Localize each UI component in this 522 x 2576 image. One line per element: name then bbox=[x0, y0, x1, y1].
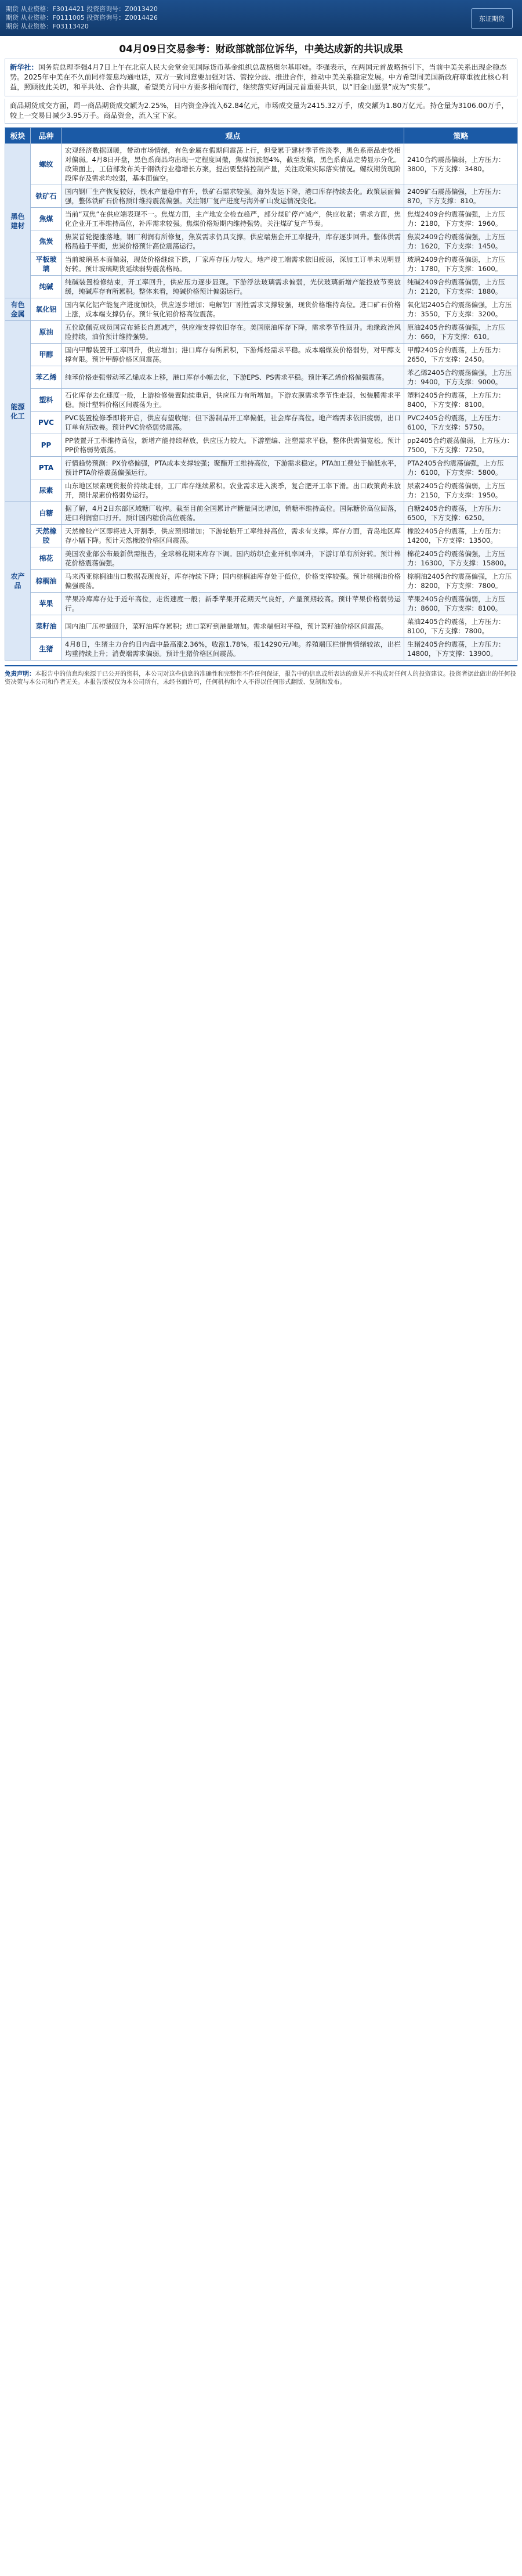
view-cell: 国内油厂压榨量回升，菜籽油库存累积；进口菜籽到港量增加。需求端相对平稳，预计菜籽油价格区间震荡。 bbox=[62, 615, 404, 638]
header-variety: 品种 bbox=[31, 128, 62, 144]
disclaimer-title: 免责声明： bbox=[5, 670, 35, 677]
table-row bbox=[5, 638, 518, 661]
strategy-cell: 塑料2405合约震荡，上方压力：8400，下方支撑：8100。 bbox=[404, 389, 518, 412]
strategy-cell: 白糖2405合约震荡，上方压力：6500，下方支撑：6250。 bbox=[404, 502, 518, 525]
table-row bbox=[5, 525, 518, 547]
header-sector: 板块 bbox=[5, 128, 31, 144]
analyst-credentials bbox=[6, 5, 158, 31]
table-row bbox=[5, 547, 518, 570]
variety-cell: 菜籽油 bbox=[31, 615, 62, 638]
view-cell: 纯苯价格走强带动苯乙烯成本上移，港口库存小幅去化，下游EPS、PS需求平稳。预计苯乙烯价格偏强震荡。 bbox=[62, 366, 404, 389]
view-cell: 国内氧化铝产能复产进度加快，供应逐步增加；电解铝厂刚性需求支撑较强，现货价格维持高位。进口矿石价格上涨，成本端支撑仍存。预计氧化铝价格高位震荡。 bbox=[62, 298, 404, 321]
table-row bbox=[5, 208, 518, 230]
view-cell: 五位欧佩克成员国宣布延长自愿减产，供应端支撑依旧存在。美国原油库存下降，需求季节性回升。地缘政治风险持续，油价预计维持强势。 bbox=[62, 321, 404, 344]
table-row bbox=[5, 366, 518, 389]
sector-cell: 黑色建材 bbox=[5, 144, 31, 298]
view-cell: PP装置开工率维持高位，新增产能持续释放，供应压力较大。下游塑编、注塑需求平稳，整体供需偏宽松。预计PP价格弱势震荡。 bbox=[62, 434, 404, 457]
variety-cell: PVC bbox=[31, 412, 62, 434]
view-cell: 石化库存去化速度一般，上游检修装置陆续重启，供应压力有所增加。下游农膜需求季节性走弱，包装膜需求平稳。预计塑料价格区间震荡为主。 bbox=[62, 389, 404, 412]
header-strategy: 策略 bbox=[404, 128, 518, 144]
strategy-cell: 原油2405合约震荡偏强，上方压力：660，下方支撑：610。 bbox=[404, 321, 518, 344]
view-cell: 4月8日，生猪主力合约日内盘中最高涨2.36%，收涨1.78%，报14290元/吨。养殖端压栏惜售情绪较浓，出栏均重持续上升；消费端需求偏弱。预计生猪价格区间震荡。 bbox=[62, 638, 404, 661]
sector-cell: 能源化工 bbox=[5, 321, 31, 502]
variety-cell: 白糖 bbox=[31, 502, 62, 525]
view-cell: 据了解，4月2日东部区域糖厂收榨。截至目前全国累计产糖量同比增加，销糖率维持高位。国际糖价高位回落，进口利润窗口打开。预计国内糖价高位震荡。 bbox=[62, 502, 404, 525]
table-row bbox=[5, 185, 518, 208]
variety-cell: 平板玻璃 bbox=[31, 253, 62, 276]
strategy-cell: 生猪2405合约震荡，上方压力：14800，下方支撑：13900。 bbox=[404, 638, 518, 661]
table-row bbox=[5, 144, 518, 185]
company-logo: 东证期货 bbox=[471, 8, 513, 29]
credential-line: 期货 从业资格：F0111005 投资咨询号：Z0014426 bbox=[6, 14, 158, 21]
strategy-cell: pp2405合约震荡偏弱，上方压力：7500，下方支撑：7250。 bbox=[404, 434, 518, 457]
variety-cell: 铁矿石 bbox=[31, 185, 62, 208]
variety-cell: 氧化铝 bbox=[31, 298, 62, 321]
variety-cell: 原油 bbox=[31, 321, 62, 344]
variety-cell: 焦煤 bbox=[31, 208, 62, 230]
strategy-cell: 棉花2405合约震荡偏强，上方压力：16300，下方支撑：15800。 bbox=[404, 547, 518, 570]
header-view: 观点 bbox=[62, 128, 404, 144]
strategy-cell: 2410合约震荡偏弱，上方压力：3800，下方支撑：3480。 bbox=[404, 144, 518, 185]
intro-label: 新华社： bbox=[10, 63, 38, 71]
view-cell: 美国农业部公布最新供需报告，全球棉花期末库存下调。国内纺织企业开机率回升，下游订单有所好转。预计棉花价格震荡偏强。 bbox=[62, 547, 404, 570]
table-header-row bbox=[5, 128, 518, 144]
variety-cell: 棕榈油 bbox=[31, 570, 62, 593]
view-cell: 国内甲醇装置开工率回升，供应增加；港口库存有所累积，下游烯烃需求平稳。成本端煤炭价格弱势，对甲醇支撑有限。预计甲醇价格区间震荡。 bbox=[62, 344, 404, 366]
table-row bbox=[5, 502, 518, 525]
view-cell: 行情趋势预测：PX价格偏强，PTA成本支撑较强；聚酯开工维持高位，下游需求稳定。PTA加工费处于偏低水平，预计PTA价格震荡偏强运行。 bbox=[62, 457, 404, 479]
view-cell: 马来西亚棕榈油出口数据表现良好，库存持续下降；国内棕榈油库存处于低位，价格支撑较强。预计棕榈油价格偏强震荡。 bbox=[62, 570, 404, 593]
table-row bbox=[5, 389, 518, 412]
table-row bbox=[5, 298, 518, 321]
strategy-cell: 棕榈油2405合约震荡偏强，上方压力：8200，下方支撑：7800。 bbox=[404, 570, 518, 593]
table-row bbox=[5, 276, 518, 298]
strategy-cell: 纯碱2409合约震荡偏弱，上方压力：2120，下方支撑：1880。 bbox=[404, 276, 518, 298]
table-row bbox=[5, 344, 518, 366]
variety-cell: 塑料 bbox=[31, 389, 62, 412]
disclaimer bbox=[5, 665, 517, 686]
variety-cell: PP bbox=[31, 434, 62, 457]
table-row bbox=[5, 479, 518, 502]
strategy-cell: 苹果2405合约震荡偏弱，上方压力：8600，下方支撑：8100。 bbox=[404, 593, 518, 615]
variety-cell: 苹果 bbox=[31, 593, 62, 615]
strategy-cell: 苯乙烯2405合约震荡偏强，上方压力：9400，下方支撑：9000。 bbox=[404, 366, 518, 389]
strategy-cell: PTA2405合约震荡偏强，上方压力：6100，下方支撑：5800。 bbox=[404, 457, 518, 479]
strategy-cell: 尿素2405合约震荡偏弱，上方压力：2150，下方支撑：1950。 bbox=[404, 479, 518, 502]
table-body bbox=[5, 144, 518, 661]
view-cell: PVC装置检修季即将开启，供应有望收缩；但下游制品开工率偏低，社会库存高位。地产端需求依旧疲弱，出口订单有所改善。预计PVC价格弱势震荡。 bbox=[62, 412, 404, 434]
news-intro bbox=[5, 59, 517, 96]
strategy-cell: 橡胶2405合约震荡，上方压力：14200，下方支撑：13500。 bbox=[404, 525, 518, 547]
credential-line: 期货 从业资格：F03113420 bbox=[6, 23, 89, 30]
view-cell: 纯碱装置检修结束，开工率回升，供应压力逐步显现。下游浮法玻璃需求偏弱，光伏玻璃新增产能投放节奏放缓，纯碱库存有所累积。整体来看，纯碱价格预计偏弱运行。 bbox=[62, 276, 404, 298]
variety-cell: PTA bbox=[31, 457, 62, 479]
table-row bbox=[5, 412, 518, 434]
view-cell: 焦炭首轮提涨落地，钢厂利润有所修复，焦炭需求仍具支撑。供应端焦企开工率提升，库存逐步回升。整体供需格局趋于平衡，焦炭价格预计高位震荡运行。 bbox=[62, 230, 404, 253]
credential-line: 期货 从业资格：F3014421 投资咨询号：Z0013420 bbox=[6, 5, 158, 13]
intro-text: 国务院总理李强4月7日上午在北京人民大会堂会见国际货币基金组织总裁格奥尔基耶娃。李强表示，在两国元首战略指引下，当前中美关系出现企稳态势。2025年中美在不久前同样签息均通电话，双方一致同意要加强对话、管控分歧、推进合作，推动中美关系稳定发展。中方希望同美国新政府尊重彼此核心利益，照顾彼此关切，和平共处、合作共赢，希望美方同中方要多相向而行，继续落实好两国元首重要共识，以“旧金山愿景”成为“实景”。 bbox=[10, 63, 509, 91]
view-cell: 当前“双焦”在供应端表现不一。焦煤方面，主产地安全检查趋严，部分煤矿停产减产，供应收紧；需求方面，焦化企业开工率维持高位，补库需求较强。焦煤价格短期内维持强势。关注煤矿复产节奏。 bbox=[62, 208, 404, 230]
sector-cell: 有色金属 bbox=[5, 298, 31, 321]
variety-cell: 棉花 bbox=[31, 547, 62, 570]
table-row bbox=[5, 570, 518, 593]
disclaimer-text: 本报告中的信息均来源于已公开的资料，本公司对这些信息的准确性和完整性不作任何保证，报告中的信息或所表达的意见并不构成对任何人的投资建议。投资者据此做出的任何投资决策与本公司和作者无关。本报告版权仅为本公司所有，未经书面许可，任何机构和个人不得以任何形式翻版、复制和发布。 bbox=[5, 670, 516, 686]
strategy-cell: 焦炭2409合约震荡偏强，上方压力：1620，下方支撑：1450。 bbox=[404, 230, 518, 253]
strategy-cell: 玻璃2409合约震荡偏弱，上方压力：1780，下方支撑：1600。 bbox=[404, 253, 518, 276]
sector-cell: 农产品 bbox=[5, 502, 31, 661]
table-row bbox=[5, 593, 518, 615]
view-cell: 宏观经济数据回暖，带动市场情绪，有色金属在假期间震荡上行，但受累于建材季节性淡季，黑色系商品走势相对偏弱。4月8日开盘，黑色系商品均出现一定程度回撤，焦煤领跌超4%，截至发稿，黑色系商品走势显示分化。政策面上，工信部发布关于钢铁行业稳增长方案，提出要坚持控制产量，关注政策实际落实情况。螺纹期货现阶段库存及需求均较弱，基本面偏空。 bbox=[62, 144, 404, 185]
view-cell: 天然橡胶产区即将进入开割季，供应预期增加；下游轮胎开工率维持高位，需求有支撑。库存方面，青岛地区库存小幅下降。预计天然橡胶价格区间震荡。 bbox=[62, 525, 404, 547]
view-cell: 苹果冷库库存处于近年高位，走货速度一般；新季苹果开花期天气良好，产量预期较高。预计苹果价格弱势运行。 bbox=[62, 593, 404, 615]
variety-cell: 甲醇 bbox=[31, 344, 62, 366]
view-cell: 山东地区尿素现货报价持续走弱，工厂库存继续累积。农业需求进入淡季，复合肥开工率下滑。出口政策尚未放开，预计尿素价格弱势运行。 bbox=[62, 479, 404, 502]
strategy-cell: 甲醇2405合约震荡，上方压力：2650，下方支撑：2450。 bbox=[404, 344, 518, 366]
view-cell: 国内钢厂生产恢复较好，铁水产量稳中有升，铁矿石需求较强。海外发运下降，港口库存持续去化。政策层面偏强，整体铁矿石价格预计维持震荡偏强。关注钢厂复产进度与海外矿山发运情况变化。 bbox=[62, 185, 404, 208]
variety-cell: 尿素 bbox=[31, 479, 62, 502]
strategy-cell: 氧化铝2405合约震荡偏强，上方压力：3550，下方支撑：3200。 bbox=[404, 298, 518, 321]
table-row bbox=[5, 321, 518, 344]
table-row bbox=[5, 253, 518, 276]
strategy-cell: PVC2405合约震荡，上方压力：6100，下方支撑：5750。 bbox=[404, 412, 518, 434]
variety-cell: 天然橡胶 bbox=[31, 525, 62, 547]
strategy-cell: 焦煤2409合约震荡偏强，上方压力：2180，下方支撑：1960。 bbox=[404, 208, 518, 230]
page-title: 04月09日交易参考：财政部就部位诉华，中美达成新的共识成果 bbox=[119, 44, 403, 55]
table-row bbox=[5, 457, 518, 479]
variety-cell: 螺纹 bbox=[31, 144, 62, 185]
variety-cell: 苯乙烯 bbox=[31, 366, 62, 389]
strategy-cell: 2409矿石震荡偏强，上方压力：870，下方支撑：810。 bbox=[404, 185, 518, 208]
table-row bbox=[5, 434, 518, 457]
variety-cell: 生猪 bbox=[31, 638, 62, 661]
variety-cell: 纯碱 bbox=[31, 276, 62, 298]
top-banner bbox=[0, 0, 522, 36]
strategy-cell: 菜油2405合约震荡，上方压力：8100，下方支撑：7800。 bbox=[404, 615, 518, 638]
view-cell: 当前玻璃基本面偏弱，现货价格继续下跌，厂家库存压力较大。地产竣工端需求依旧疲弱，深加工订单未见明显好转。预计玻璃期货延续弱势震荡格局。 bbox=[62, 253, 404, 276]
variety-cell: 焦炭 bbox=[31, 230, 62, 253]
market-summary: 商品期货成交方面，周一商品期货成交额为2.25%，日内资金净流入62.84亿元，市场成交量为2415.32万手，成交额为1.80万亿元。持仓量为3106.00万手，较上一交易日减少3.95万手。商品资金，流入宝下家。 bbox=[5, 99, 517, 124]
strategy-table bbox=[5, 127, 518, 661]
table-row bbox=[5, 615, 518, 638]
table-row bbox=[5, 230, 518, 253]
